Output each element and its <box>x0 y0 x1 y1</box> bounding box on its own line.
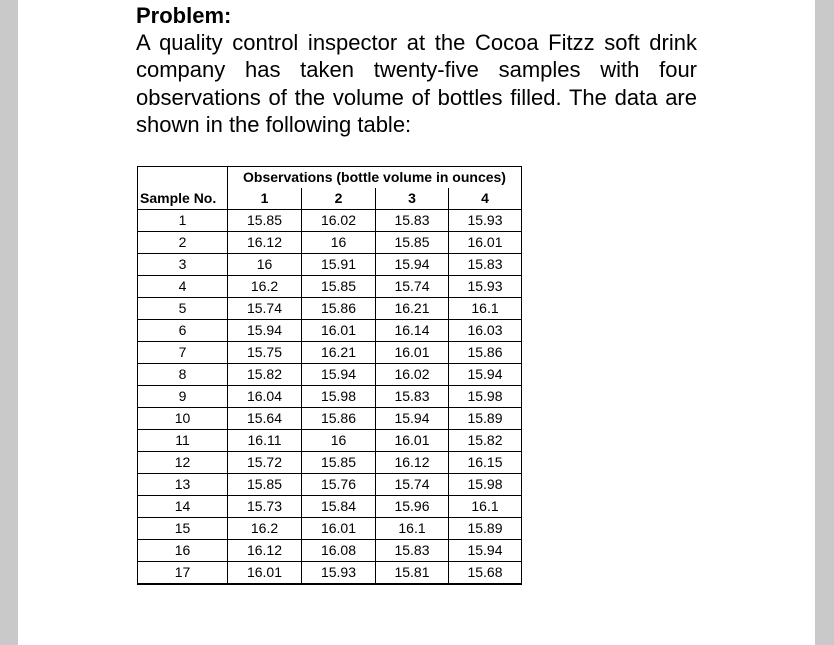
observation-4-cell: 15.89 <box>449 518 522 540</box>
table-row <box>138 364 522 386</box>
observation-2-cell: 15.76 <box>302 474 376 496</box>
observation-4-cell: 16.1 <box>449 298 522 320</box>
sample-number-cell: 15 <box>138 518 228 540</box>
observation-4-cell: 16.01 <box>449 232 522 254</box>
sample-no-header: Sample No. <box>138 188 228 210</box>
observation-3-cell: 16.01 <box>376 430 449 452</box>
observation-4-cell: 15.98 <box>449 386 522 408</box>
observation-4-cell: 16.1 <box>449 496 522 518</box>
observation-1-cell: 16.12 <box>228 232 302 254</box>
table-row <box>138 276 522 298</box>
observation-1-cell: 16.12 <box>228 540 302 562</box>
observation-1-cell: 15.94 <box>228 320 302 342</box>
observation-2-cell: 15.85 <box>302 452 376 474</box>
observation-4-cell: 15.94 <box>449 364 522 386</box>
observation-2-cell: 16.01 <box>302 320 376 342</box>
table-row <box>138 408 522 430</box>
sample-number-cell: 13 <box>138 474 228 496</box>
table-row <box>138 518 522 540</box>
observation-1-cell: 16.01 <box>228 562 302 585</box>
observation-1-cell: 16.2 <box>228 518 302 540</box>
observation-3-cell: 15.94 <box>376 408 449 430</box>
table-row <box>138 386 522 408</box>
observation-4-cell: 15.86 <box>449 342 522 364</box>
table-row <box>138 210 522 232</box>
observation-1-cell: 15.74 <box>228 298 302 320</box>
observation-4-cell: 15.93 <box>449 210 522 232</box>
document-page <box>18 0 815 645</box>
observation-3-cell: 15.74 <box>376 276 449 298</box>
sample-number-cell: 14 <box>138 496 228 518</box>
observation-3-cell: 15.85 <box>376 232 449 254</box>
observation-3-cell: 16.02 <box>376 364 449 386</box>
observation-4-header: 4 <box>449 188 522 210</box>
observation-3-cell: 15.83 <box>376 210 449 232</box>
observation-2-cell: 15.85 <box>302 276 376 298</box>
observation-3-cell: 15.83 <box>376 386 449 408</box>
table-row <box>138 430 522 452</box>
table-row <box>138 540 522 562</box>
observation-1-cell: 16 <box>228 254 302 276</box>
observation-4-cell: 15.83 <box>449 254 522 276</box>
observation-4-cell: 15.89 <box>449 408 522 430</box>
observation-2-cell: 15.98 <box>302 386 376 408</box>
observation-1-cell: 16.11 <box>228 430 302 452</box>
observation-3-cell: 16.01 <box>376 342 449 364</box>
sample-number-cell: 4 <box>138 276 228 298</box>
sample-number-cell: 6 <box>138 320 228 342</box>
table-corner-cell <box>138 167 228 189</box>
observation-4-cell: 16.15 <box>449 452 522 474</box>
table-row <box>138 342 522 364</box>
observation-2-cell: 16 <box>302 430 376 452</box>
observation-1-cell: 15.64 <box>228 408 302 430</box>
observation-3-cell: 15.94 <box>376 254 449 276</box>
sample-number-cell: 9 <box>138 386 228 408</box>
observation-2-cell: 16.01 <box>302 518 376 540</box>
observation-4-cell: 15.82 <box>449 430 522 452</box>
observation-4-cell: 15.94 <box>449 540 522 562</box>
sample-number-cell: 3 <box>138 254 228 276</box>
table-row <box>138 298 522 320</box>
problem-heading: Problem: <box>136 3 232 28</box>
sample-number-cell: 11 <box>138 430 228 452</box>
sample-number-cell: 5 <box>138 298 228 320</box>
observations-table <box>137 166 522 585</box>
sample-number-cell: 12 <box>138 452 228 474</box>
observation-3-cell: 15.96 <box>376 496 449 518</box>
observation-1-cell: 15.75 <box>228 342 302 364</box>
table-row <box>138 452 522 474</box>
observation-1-cell: 16.04 <box>228 386 302 408</box>
observation-3-cell: 15.83 <box>376 540 449 562</box>
observation-2-cell: 16 <box>302 232 376 254</box>
table-row <box>138 496 522 518</box>
problem-statement: A quality control inspector at the Cocoa Fitzz soft drink company has taken twenty-five samples with four observations of the volume of bottles filled. The data are shown in the following table: <box>136 30 697 137</box>
observation-4-cell: 15.98 <box>449 474 522 496</box>
observation-2-cell: 15.86 <box>302 298 376 320</box>
observation-1-cell: 15.72 <box>228 452 302 474</box>
observation-4-cell: 15.93 <box>449 276 522 298</box>
observation-2-cell: 15.86 <box>302 408 376 430</box>
table-row <box>138 474 522 496</box>
observation-2-cell: 15.91 <box>302 254 376 276</box>
observation-1-cell: 15.85 <box>228 210 302 232</box>
observation-3-cell: 16.21 <box>376 298 449 320</box>
observation-1-cell: 15.85 <box>228 474 302 496</box>
observation-2-cell: 15.93 <box>302 562 376 585</box>
table-body <box>138 210 522 585</box>
observation-2-cell: 16.21 <box>302 342 376 364</box>
observation-3-header: 3 <box>376 188 449 210</box>
sample-number-cell: 16 <box>138 540 228 562</box>
observation-2-cell: 15.84 <box>302 496 376 518</box>
table-row <box>138 562 522 585</box>
observation-1-cell: 16.2 <box>228 276 302 298</box>
observation-1-cell: 15.73 <box>228 496 302 518</box>
observation-3-cell: 15.81 <box>376 562 449 585</box>
sample-number-cell: 7 <box>138 342 228 364</box>
table-row <box>138 254 522 276</box>
observation-2-cell: 16.02 <box>302 210 376 232</box>
sample-number-cell: 1 <box>138 210 228 232</box>
observation-3-cell: 16.1 <box>376 518 449 540</box>
sample-number-cell: 2 <box>138 232 228 254</box>
observation-2-cell: 16.08 <box>302 540 376 562</box>
sample-number-cell: 10 <box>138 408 228 430</box>
sample-number-cell: 8 <box>138 364 228 386</box>
table-row <box>138 320 522 342</box>
observation-3-cell: 16.14 <box>376 320 449 342</box>
table-column-header-row <box>138 188 522 210</box>
table-group-header-row <box>138 167 522 189</box>
table-row <box>138 232 522 254</box>
observation-1-cell: 15.82 <box>228 364 302 386</box>
observation-2-cell: 15.94 <box>302 364 376 386</box>
observation-4-cell: 16.03 <box>449 320 522 342</box>
observation-1-header: 1 <box>228 188 302 210</box>
observation-4-cell: 15.68 <box>449 562 522 585</box>
sample-number-cell: 17 <box>138 562 228 585</box>
observation-3-cell: 16.12 <box>376 452 449 474</box>
observations-group-header: Observations (bottle volume in ounces) <box>228 167 522 189</box>
observation-2-header: 2 <box>302 188 376 210</box>
observation-3-cell: 15.74 <box>376 474 449 496</box>
